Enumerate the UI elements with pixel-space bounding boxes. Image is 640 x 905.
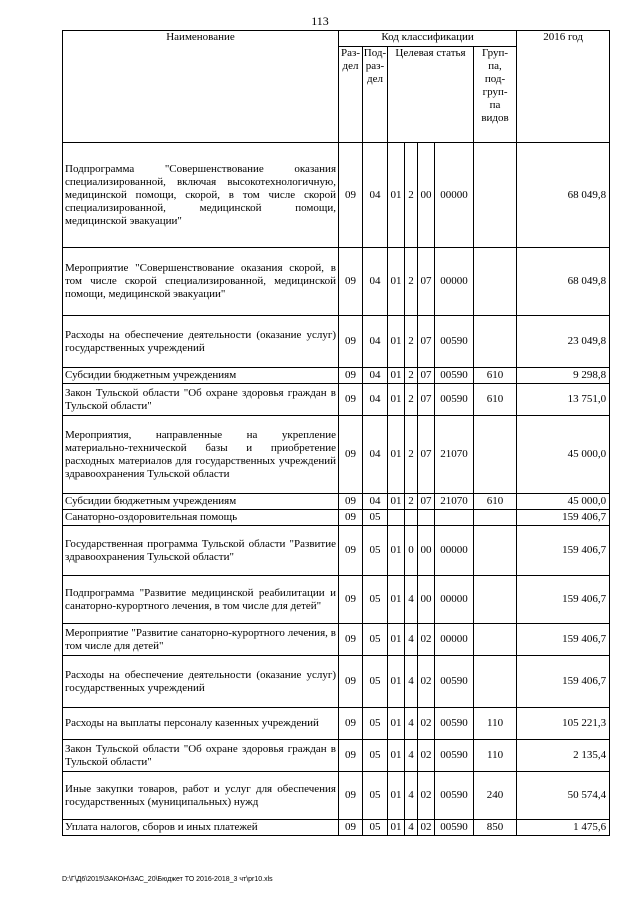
- row-section: 09: [339, 656, 363, 708]
- table-row: [63, 316, 610, 368]
- row-amount: 2 135,4: [517, 740, 610, 772]
- row-expense-group: [474, 526, 517, 576]
- header-subsection: Под- раз- дел: [363, 47, 388, 143]
- row-target-event: 07: [418, 316, 435, 368]
- file-path-footer: D:\Г\Д6\2015\ЗАКОН\ЗАС_20\Бюджет ТО 2016-2018_3 чт\pr10.xls: [62, 876, 273, 883]
- row-subsection: 04: [363, 384, 388, 416]
- table-row: [63, 526, 610, 576]
- row-target-event: [418, 510, 435, 526]
- row-target-program: 01: [388, 708, 405, 740]
- row-amount: 23 049,8: [517, 316, 610, 368]
- row-amount: 159 406,7: [517, 526, 610, 576]
- table-row: [63, 624, 610, 656]
- row-expense-group: [474, 143, 517, 248]
- row-subsection: 05: [363, 656, 388, 708]
- row-amount: 159 406,7: [517, 576, 610, 624]
- table-row: [63, 248, 610, 316]
- row-section: 09: [339, 416, 363, 494]
- row-target-direction: 00000: [435, 248, 474, 316]
- table-row: [63, 510, 610, 526]
- row-subsection: 04: [363, 368, 388, 384]
- row-name: Закон Тульской области "Об охране здоровья граждан в Тульской области": [63, 740, 339, 772]
- row-target-direction: 00590: [435, 708, 474, 740]
- row-target-event: 00: [418, 526, 435, 576]
- row-expense-group: 850: [474, 820, 517, 836]
- row-expense-group: [474, 624, 517, 656]
- row-name: Закон Тульской области "Об охране здоровья граждан в Тульской области": [63, 384, 339, 416]
- row-target-subprogram: 2: [405, 368, 418, 384]
- row-section: 09: [339, 510, 363, 526]
- table-row: [63, 494, 610, 510]
- row-section: 09: [339, 708, 363, 740]
- table-row: [63, 416, 610, 494]
- row-name: Иные закупки товаров, работ и услуг для обеспечения государственных (муниципальных) нужд: [63, 772, 339, 820]
- row-target-program: 01: [388, 384, 405, 416]
- row-target-direction: 00000: [435, 143, 474, 248]
- row-target-subprogram: 2: [405, 316, 418, 368]
- row-target-direction: 00000: [435, 576, 474, 624]
- table-body: [63, 143, 610, 836]
- row-expense-group: [474, 576, 517, 624]
- table-row: [63, 368, 610, 384]
- row-target-event: 02: [418, 772, 435, 820]
- row-amount: 105 221,3: [517, 708, 610, 740]
- row-target-subprogram: 0: [405, 526, 418, 576]
- row-target-event: 00: [418, 143, 435, 248]
- row-target-program: 01: [388, 248, 405, 316]
- row-section: 09: [339, 740, 363, 772]
- row-section: 09: [339, 526, 363, 576]
- header-code: Код классификации: [339, 31, 517, 47]
- header-year: 2016 год: [517, 31, 610, 143]
- row-subsection: 04: [363, 316, 388, 368]
- row-target-direction: 00590: [435, 740, 474, 772]
- row-subsection: 04: [363, 416, 388, 494]
- row-subsection: 05: [363, 576, 388, 624]
- row-section: 09: [339, 384, 363, 416]
- row-amount: 159 406,7: [517, 510, 610, 526]
- row-subsection: 05: [363, 510, 388, 526]
- header-group: Груп- па, под- груп- па видов: [474, 47, 517, 143]
- row-target-program: 01: [388, 624, 405, 656]
- row-target-event: 00: [418, 576, 435, 624]
- row-target-event: 07: [418, 416, 435, 494]
- row-target-subprogram: 4: [405, 708, 418, 740]
- row-subsection: 05: [363, 772, 388, 820]
- row-section: 09: [339, 576, 363, 624]
- row-expense-group: [474, 510, 517, 526]
- row-subsection: 05: [363, 526, 388, 576]
- row-target-program: 01: [388, 368, 405, 384]
- row-target-subprogram: 4: [405, 772, 418, 820]
- row-target-subprogram: 2: [405, 248, 418, 316]
- row-target-event: 07: [418, 368, 435, 384]
- row-section: 09: [339, 368, 363, 384]
- table-row: [63, 708, 610, 740]
- row-name: Уплата налогов, сборов и иных платежей: [63, 820, 339, 836]
- row-target-event: 07: [418, 494, 435, 510]
- row-target-subprogram: 2: [405, 384, 418, 416]
- row-name: Государственная программа Тульской области "Развитие здравоохранения Тульской области": [63, 526, 339, 576]
- row-target-program: 01: [388, 316, 405, 368]
- row-target-program: 01: [388, 820, 405, 836]
- row-target-direction: 00590: [435, 656, 474, 708]
- row-target-direction: 00590: [435, 316, 474, 368]
- row-target-program: 01: [388, 576, 405, 624]
- row-target-direction: 00590: [435, 772, 474, 820]
- row-target-subprogram: 4: [405, 740, 418, 772]
- row-target-program: 01: [388, 656, 405, 708]
- page-number: 113: [311, 14, 329, 28]
- row-name: Мероприятия, направленные на укрепление материально-технической базы и приобретение расходных материалов для государственных учреждений здравоохранения Тульской области: [63, 416, 339, 494]
- row-amount: 159 406,7: [517, 624, 610, 656]
- row-target-program: 01: [388, 143, 405, 248]
- row-section: 09: [339, 772, 363, 820]
- row-target-event: 02: [418, 740, 435, 772]
- row-target-subprogram: 4: [405, 820, 418, 836]
- row-expense-group: [474, 316, 517, 368]
- row-name: Расходы на обеспечение деятельности (оказание услуг) государственных учреждений: [63, 316, 339, 368]
- row-name: Санаторно-оздоровительная помощь: [63, 510, 339, 526]
- row-target-program: 01: [388, 740, 405, 772]
- row-section: 09: [339, 143, 363, 248]
- row-name: Субсидии бюджетным учреждениям: [63, 494, 339, 510]
- row-amount: 159 406,7: [517, 656, 610, 708]
- row-subsection: 05: [363, 740, 388, 772]
- row-expense-group: 110: [474, 740, 517, 772]
- row-subsection: 05: [363, 708, 388, 740]
- row-section: 09: [339, 820, 363, 836]
- row-subsection: 05: [363, 820, 388, 836]
- row-target-program: 01: [388, 416, 405, 494]
- row-target-direction: [435, 510, 474, 526]
- header-target: Целевая статья: [388, 47, 474, 143]
- row-name: Расходы на выплаты персоналу казенных учреждений: [63, 708, 339, 740]
- table-row: [63, 576, 610, 624]
- table-row: [63, 656, 610, 708]
- row-name: Субсидии бюджетным учреждениям: [63, 368, 339, 384]
- row-name: Мероприятие "Развитие санаторно-курортного лечения, в том числе для детей": [63, 624, 339, 656]
- table-row: [63, 143, 610, 248]
- budget-table: [62, 30, 610, 836]
- row-target-subprogram: 4: [405, 624, 418, 656]
- row-target-subprogram: [405, 510, 418, 526]
- row-expense-group: [474, 248, 517, 316]
- row-name: Мероприятие "Совершенствование оказания скорой, в том числе скорой специализированной, медицинской помощи, медицинской эвакуации": [63, 248, 339, 316]
- row-section: 09: [339, 248, 363, 316]
- row-target-direction: 00000: [435, 526, 474, 576]
- row-amount: 68 049,8: [517, 248, 610, 316]
- row-target-program: 01: [388, 526, 405, 576]
- row-amount: 45 000,0: [517, 494, 610, 510]
- row-target-direction: 00590: [435, 384, 474, 416]
- row-target-event: 02: [418, 624, 435, 656]
- row-name: Подпрограмма "Развитие медицинской реабилитации и санаторно-курортного лечения, в том числе для детей": [63, 576, 339, 624]
- row-target-direction: 00000: [435, 624, 474, 656]
- row-target-event: 07: [418, 248, 435, 316]
- row-expense-group: 610: [474, 494, 517, 510]
- row-target-subprogram: 2: [405, 143, 418, 248]
- table-row: [63, 384, 610, 416]
- row-target-program: 01: [388, 772, 405, 820]
- row-target-direction: 21070: [435, 416, 474, 494]
- table-row: [63, 820, 610, 836]
- row-expense-group: [474, 656, 517, 708]
- row-target-program: [388, 510, 405, 526]
- row-section: 09: [339, 624, 363, 656]
- row-target-subprogram: 2: [405, 416, 418, 494]
- row-expense-group: 610: [474, 384, 517, 416]
- row-target-event: 02: [418, 708, 435, 740]
- row-expense-group: 110: [474, 708, 517, 740]
- row-subsection: 04: [363, 248, 388, 316]
- row-subsection: 04: [363, 143, 388, 248]
- row-target-program: 01: [388, 494, 405, 510]
- row-name: Подпрограмма "Совершенствование оказания специализированной, включая высокотехнологичную, медицинской помощи, скорой, в том числе скорой специализированной, медицинской помощи, медицинской эвакуации": [63, 143, 339, 248]
- row-subsection: 04: [363, 494, 388, 510]
- row-section: 09: [339, 316, 363, 368]
- row-target-event: 02: [418, 820, 435, 836]
- row-subsection: 05: [363, 624, 388, 656]
- row-target-event: 07: [418, 384, 435, 416]
- row-target-event: 02: [418, 656, 435, 708]
- row-section: 09: [339, 494, 363, 510]
- table-row: [63, 740, 610, 772]
- row-amount: 1 475,6: [517, 820, 610, 836]
- row-amount: 50 574,4: [517, 772, 610, 820]
- row-target-direction: 21070: [435, 494, 474, 510]
- row-amount: 68 049,8: [517, 143, 610, 248]
- row-amount: 9 298,8: [517, 368, 610, 384]
- row-name: Расходы на обеспечение деятельности (оказание услуг) государственных учреждений: [63, 656, 339, 708]
- row-target-direction: 00590: [435, 820, 474, 836]
- header-section: Раз- дел: [339, 47, 363, 143]
- row-amount: 45 000,0: [517, 416, 610, 494]
- row-target-subprogram: 4: [405, 656, 418, 708]
- row-expense-group: 610: [474, 368, 517, 384]
- row-target-direction: 00590: [435, 368, 474, 384]
- table-row: [63, 772, 610, 820]
- row-target-subprogram: 2: [405, 494, 418, 510]
- row-amount: 13 751,0: [517, 384, 610, 416]
- row-expense-group: [474, 416, 517, 494]
- header-name: Наименование: [63, 31, 339, 143]
- row-target-subprogram: 4: [405, 576, 418, 624]
- row-expense-group: 240: [474, 772, 517, 820]
